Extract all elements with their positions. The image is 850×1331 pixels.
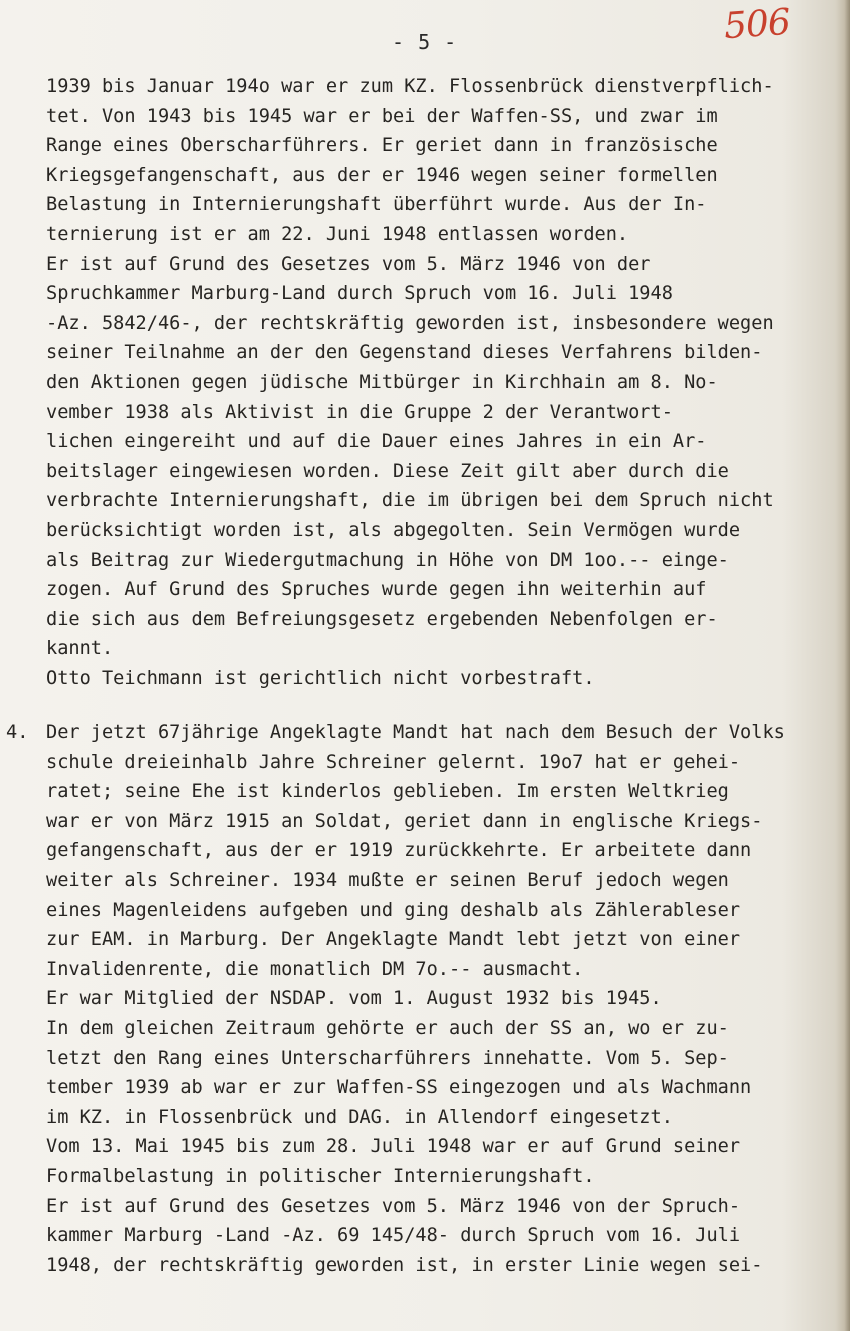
text-line: Der jetzt 67jährige Angeklagte Mandt hat nach dem Besuch der Volks <box>46 722 785 743</box>
text-line: 1939 bis Januar 194o war er zum KZ. Flossenbrück dienstverpflich- <box>46 76 774 97</box>
text-line: beitslager eingewiesen worden. Diese Zeit gilt aber durch die <box>46 460 729 482</box>
text-line: Range eines Oberscharführers. Er geriet dann in französische <box>46 135 718 157</box>
text-line: Otto Teichmann ist gerichtlich nicht vorbestraft. <box>46 667 595 689</box>
text-line: vember 1938 als Aktivist in die Gruppe 2 der Verantwort- <box>46 401 673 423</box>
text-line: Er ist auf Grund des Gesetzes vom 5. März 1946 von der <box>46 253 651 275</box>
text-line: Formalbelastung in politischer Internierungshaft. <box>46 1165 595 1187</box>
text-line: weiter als Schreiner. 1934 mußte er seinen Beruf jedoch wegen <box>46 869 729 891</box>
text-line: letzt den Rang eines Unterscharführers innehatte. Vom 5. Sep- <box>46 1047 729 1069</box>
text-line: In dem gleichen Zeitraum gehörte er auch der SS an, wo er zu- <box>46 1017 729 1039</box>
text-line: zogen. Auf Grund des Spruches wurde gegen ihn weiterhin auf <box>46 579 707 601</box>
text-line: Spruchkammer Marburg-Land durch Spruch vom 16. Juli 1948 <box>46 283 673 305</box>
section-teichmann-continuation <box>46 72 846 693</box>
text-line: berücksichtigt worden ist, als abgegolten. Sein Vermögen wurde <box>46 519 741 541</box>
text-line: gefangenschaft, aus der er 1919 zurückkehrte. Er arbeitete dann <box>46 840 752 862</box>
text-line: tember 1939 ab war er zur Waffen-SS eingezogen und als Wachmann <box>46 1077 752 1099</box>
text-line: kammer Marburg -Land -Az. 69 145/48- durch Spruch vom 16. Juli <box>46 1225 741 1247</box>
text-line: Belastung in Internierungshaft überführt wurde. Aus der In- <box>46 194 707 216</box>
text-line: als Beitrag zur Wiedergutmachung in Höhe von DM 1oo.-- einge- <box>46 549 729 571</box>
text-line: im KZ. in Flossenbrück und DAG. in Allendorf eingesetzt. <box>46 1106 673 1128</box>
text-line: tet. Von 1943 bis 1945 war er bei der Waffen-SS, und zwar im <box>46 105 718 127</box>
text-line: 1948, der rechtskräftig geworden ist, in erster Linie wegen sei- <box>46 1254 763 1276</box>
text-line: war er von März 1915 an Soldat, geriet dann in englische Kriegs- <box>46 810 763 832</box>
text-line: den Aktionen gegen jüdische Mitbürger in Kirchhain am 8. No- <box>46 371 718 393</box>
text-line: ratet; seine Ehe ist kinderlos geblieben. Im ersten Weltkrieg <box>46 781 729 803</box>
text-line: verbrachte Internierungshaft, die im übrigen bei dem Spruch nicht <box>46 490 774 512</box>
text-line: Er war Mitglied der NSDAP. vom 1. August 1932 bis 1945. <box>46 988 662 1010</box>
page-number: - 5 - <box>392 30 458 54</box>
section-number: 4. <box>6 722 29 743</box>
handwritten-archive-mark: 506 <box>722 1 792 48</box>
text-line: eines Magenleidens aufgeben und ging deshalb als Zählerableser <box>46 899 741 921</box>
text-line: kannt. <box>46 638 114 660</box>
text-line: ternierung ist er am 22. Juni 1948 entlassen worden. <box>46 223 629 245</box>
section-mandt <box>46 718 846 1280</box>
text-line: Invalidenrente, die monatlich DM 7o.-- ausmacht. <box>46 958 584 980</box>
text-line: lichen eingereiht und auf die Dauer eines Jahres in ein Ar- <box>46 431 707 453</box>
text-line: Vom 13. Mai 1945 bis zum 28. Juli 1948 war er auf Grund seiner <box>46 1136 741 1158</box>
text-line: Er ist auf Grund des Gesetzes vom 5. März 1946 von der Spruch- <box>46 1195 741 1217</box>
text-line: schule dreieinhalb Jahre Schreiner gelernt. 19o7 hat er gehei- <box>46 751 741 773</box>
text-line: -Az. 5842/46-, der rechtskräftig geworden ist, insbesondere wegen <box>46 312 774 334</box>
text-line: seiner Teilnahme an der den Gegenstand dieses Verfahrens bilden- <box>46 342 763 364</box>
text-line: Kriegsgefangenschaft, aus der er 1946 wegen seiner formellen <box>46 164 718 186</box>
text-line: zur EAM. in Marburg. Der Angeklagte Mandt lebt jetzt von einer <box>46 929 741 951</box>
text-line: die sich aus dem Befreiungsgesetz ergebenden Nebenfolgen er- <box>46 608 718 630</box>
